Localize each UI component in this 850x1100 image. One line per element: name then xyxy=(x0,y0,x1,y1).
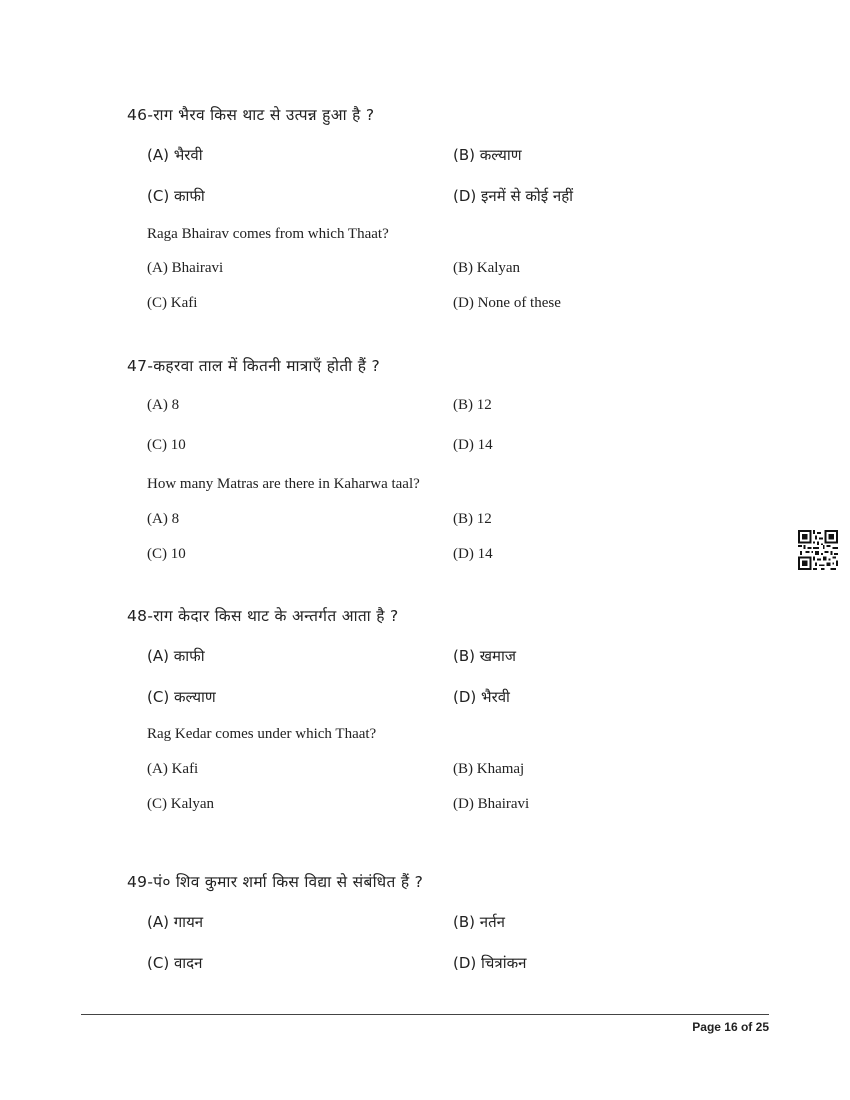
q47-hi-option-c: (C) 10 xyxy=(147,437,186,453)
q46-hi-option-d: (D) इनमें से कोई नहीं xyxy=(453,187,574,205)
question-47-hindi: 47-कहरवा ताल में कितनी मात्राएँ होती हैं ? xyxy=(127,357,380,375)
q47-hi-option-b: (B) 12 xyxy=(453,397,492,413)
footer-divider xyxy=(81,1014,769,1015)
q46-hi-option-a: (A) भैरवी xyxy=(147,146,203,164)
q47-hi-option-a: (A) 8 xyxy=(147,397,180,413)
q47-en-option-a: (A) 8 xyxy=(147,511,180,527)
q48-en-option-b: (B) Khamaj xyxy=(453,761,525,777)
qr-code-icon xyxy=(798,530,838,570)
q48-en-option-d: (D) Bhairavi xyxy=(453,796,530,812)
q47-en-option-c: (C) 10 xyxy=(147,546,186,562)
q46-en-option-b: (B) Kalyan xyxy=(453,260,521,276)
q47-en-option-b: (B) 12 xyxy=(453,511,492,527)
question-47-english: How many Matras are there in Kaharwa taal? xyxy=(147,476,420,492)
q49-hi-option-b: (B) नर्तन xyxy=(453,913,505,931)
q47-en-option-d: (D) 14 xyxy=(453,546,493,562)
question-49-hindi: 49-पं० शिव कुमार शर्मा किस विद्या से संबंधित हैं ? xyxy=(127,873,424,891)
q46-en-option-a: (A) Bhairavi xyxy=(147,260,224,276)
q49-hi-option-c: (C) वादन xyxy=(147,954,203,972)
q48-hi-option-a: (A) काफी xyxy=(147,647,205,665)
q48-en-option-c: (C) Kalyan xyxy=(147,796,215,812)
q46-hi-option-c: (C) काफी xyxy=(147,187,205,205)
question-48-english: Rag Kedar comes under which Thaat? xyxy=(147,726,377,742)
q49-hi-option-d: (D) चित्रांकन xyxy=(453,954,527,972)
q47-hi-option-d: (D) 14 xyxy=(453,437,493,453)
q46-en-option-c: (C) Kafi xyxy=(147,295,198,311)
q48-hi-option-c: (C) कल्याण xyxy=(147,688,216,706)
question-46-english: Raga Bhairav comes from which Thaat? xyxy=(147,226,389,242)
q46-en-option-d: (D) None of these xyxy=(453,295,561,311)
page-number: Page 16 of 25 xyxy=(692,1020,769,1034)
q48-en-option-a: (A) Kafi xyxy=(147,761,199,777)
q48-hi-option-b: (B) खमाज xyxy=(453,647,517,665)
q48-hi-option-d: (D) भैरवी xyxy=(453,688,510,706)
q46-hi-option-b: (B) कल्याण xyxy=(453,146,522,164)
question-46-hindi: 46-राग भैरव किस थाट से उत्पन्न हुआ है ? xyxy=(127,106,375,124)
q49-hi-option-a: (A) गायन xyxy=(147,913,204,931)
question-48-hindi: 48-राग केदार किस थाट के अन्तर्गत आता है ? xyxy=(127,607,399,625)
